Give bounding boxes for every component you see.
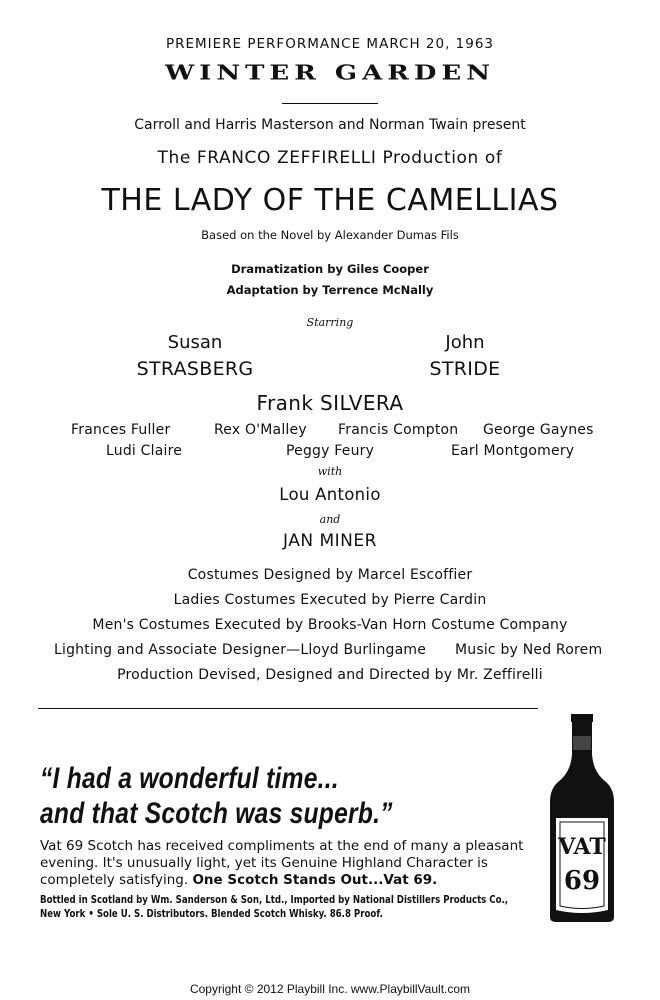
ad-fine-print-1: Bottled in Scotland by Wm. Sanderson & Son, Ltd., Imported by National Distillers Products Co., <box>40 894 509 906</box>
featured-actor: Frank SILVERA <box>256 391 404 415</box>
cast-member: Francis Compton <box>338 422 459 438</box>
header-divider <box>282 103 378 104</box>
music-credit: Music by Ned Rorem <box>455 642 603 658</box>
and-actor: JAN MINER <box>283 531 377 551</box>
cast-member: George Gaynes <box>483 422 594 438</box>
ad-body-line-1: Vat 69 Scotch has received compliments at the end of many a pleasant <box>40 838 524 854</box>
starring-label: Starring <box>306 316 354 329</box>
ad-body-line-3 <box>40 872 540 889</box>
costumes-credit: Costumes Designed by Marcel Escoffier <box>187 567 473 583</box>
cast-member: Earl Montgomery <box>451 443 575 459</box>
adaptation-credit: Adaptation by Terrence McNally <box>226 283 434 297</box>
ad-body-line-3-text: completely satisfying. <box>40 872 193 888</box>
lighting-credit: Lighting and Associate Designer—Lloyd Burlingame <box>54 642 427 658</box>
ad-body <box>40 838 540 889</box>
ad-quote-line-2: and that Scotch was superb.” <box>40 797 393 830</box>
presenters-line: Carroll and Harris Masterson and Norman Twain present <box>134 117 526 133</box>
dramatization-credit: Dramatization by Giles Cooper <box>231 262 429 276</box>
star1-first-name: Susan <box>167 332 223 353</box>
copyright-footer: Copyright © 2012 Playbill Inc. www.PlaybillVault.com <box>189 982 471 996</box>
production-line: The FRANCO ZEFFIRELLI Production of <box>157 148 503 168</box>
ad-slogan: One Scotch Stands Out...Vat 69. <box>192 872 438 888</box>
ad-divider <box>38 708 538 709</box>
star2-last-name: STRIDE <box>429 358 501 380</box>
and-label: and <box>319 513 341 526</box>
with-actor: Lou Antonio <box>279 485 381 504</box>
premiere-date: PREMIERE PERFORMANCE MARCH 20, 1963 <box>165 36 495 52</box>
star2-first-name: John <box>445 332 485 353</box>
theatre-name: WINTER GARDEN <box>164 61 496 85</box>
ladies-costumes-credit: Ladies Costumes Executed by Pierre Cardin <box>173 592 487 608</box>
ad-body-line-2: evening. It's unusually light, yet its Genuine Highland Character is <box>40 855 488 871</box>
ad-fine-print-2: New York • Sole U. S. Distributors. Blended Scotch Whisky. 86.8 Proof. <box>40 908 383 920</box>
cast-member: Frances Fuller <box>71 422 171 438</box>
ad-quote-line-1: “I had a wonderful time... <box>40 762 339 795</box>
cast-member: Rex O'Malley <box>214 422 307 438</box>
bottle-label-69: 69 <box>563 866 601 896</box>
cast-member: Ludi Claire <box>106 443 183 459</box>
with-label: with <box>317 465 343 478</box>
bottle-label-vat: VAT <box>558 834 606 860</box>
play-title: THE LADY OF THE CAMELLIAS <box>101 183 559 218</box>
vat69-bottle-image <box>542 714 622 924</box>
cast-member: Peggy Feury <box>286 443 375 459</box>
based-on-line: Based on the Novel by Alexander Dumas Fils <box>201 228 459 242</box>
mens-costumes-credit: Men's Costumes Executed by Brooks-Van Horn Costume Company <box>92 617 568 633</box>
direction-credit: Production Devised, Designed and Directed by Mr. Zeffirelli <box>117 667 543 683</box>
star1-last-name: STRASBERG <box>136 358 254 380</box>
